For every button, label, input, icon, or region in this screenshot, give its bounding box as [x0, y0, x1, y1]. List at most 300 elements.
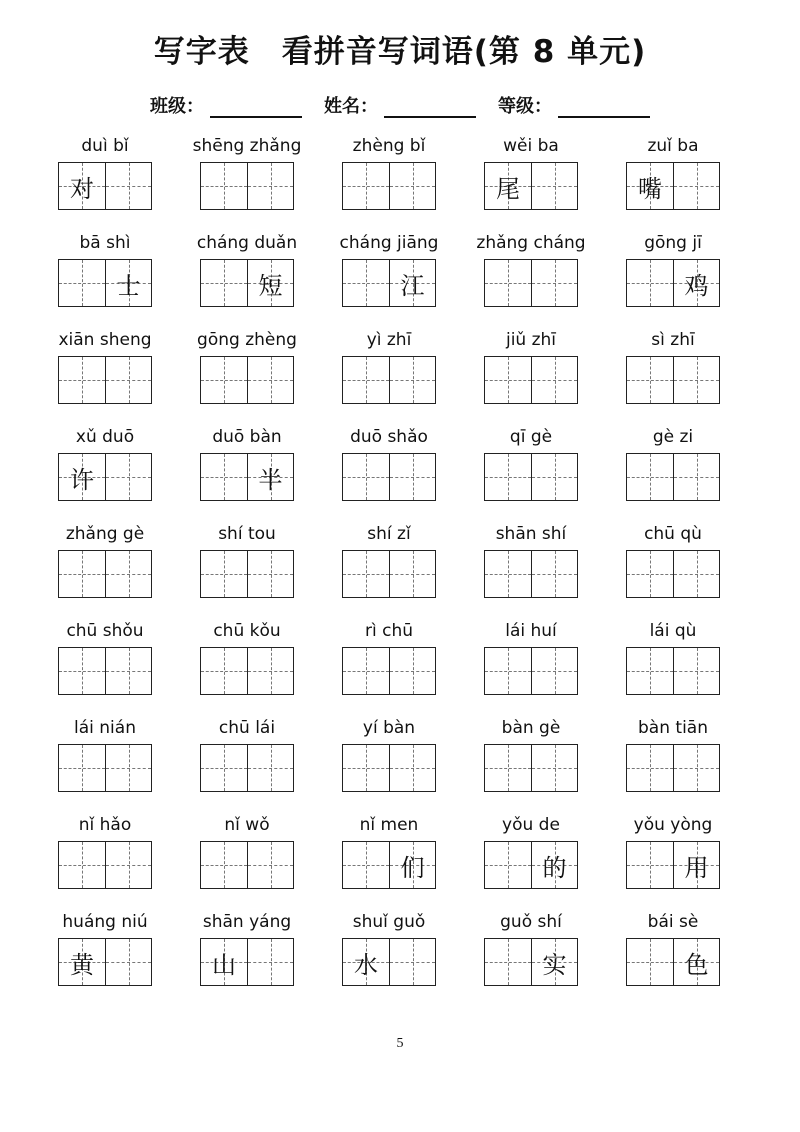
- tianzige-box[interactable]: [627, 551, 673, 597]
- pinyin-label: yǒu yòng: [633, 815, 713, 835]
- tianzige-box[interactable]: [673, 357, 719, 403]
- given-character: [201, 551, 247, 597]
- tianzige-box-pair: [342, 259, 436, 307]
- tianzige-box[interactable]: [485, 163, 531, 209]
- tianzige-box-pair: [484, 938, 578, 986]
- pinyin-label: shí zǐ: [367, 524, 411, 544]
- tianzige-box[interactable]: [389, 454, 435, 500]
- word-item: [608, 227, 738, 324]
- word-item: [40, 809, 170, 906]
- given-character: [201, 454, 247, 500]
- given-character: [343, 745, 389, 791]
- word-item: [182, 130, 312, 227]
- tianzige-box-pair: [342, 841, 436, 889]
- given-character: [106, 842, 151, 888]
- word-item: [466, 615, 596, 712]
- word-item: [324, 615, 454, 712]
- given-character: [59, 648, 105, 694]
- tianzige-box-pair: [58, 841, 152, 889]
- tianzige-box[interactable]: [343, 163, 389, 209]
- given-character: 用: [684, 853, 709, 882]
- pinyin-label: zhǎng cháng: [476, 233, 586, 253]
- given-character: 水: [354, 950, 378, 979]
- pinyin-label: nǐ hǎo: [78, 815, 132, 835]
- given-character: [627, 551, 673, 597]
- pinyin-label: gōng zhèng: [197, 330, 297, 350]
- given-character: [674, 454, 719, 500]
- given-character: [390, 939, 435, 985]
- word-item: [608, 712, 738, 809]
- tianzige-box[interactable]: [105, 260, 151, 306]
- tianzige-box-pair: [200, 744, 294, 792]
- tianzige-box-pair: [200, 841, 294, 889]
- word-item: [40, 518, 170, 615]
- given-character: [201, 648, 247, 694]
- tianzige-box[interactable]: [105, 745, 151, 791]
- tianzige-box[interactable]: [201, 648, 247, 694]
- word-item: [608, 615, 738, 712]
- tianzige-box-pair: [484, 647, 578, 695]
- pinyin-label: zuǐ ba: [647, 136, 699, 156]
- given-character: [343, 357, 389, 403]
- tianzige-box[interactable]: [627, 163, 673, 209]
- tianzige-box[interactable]: [201, 842, 247, 888]
- page-number: 5: [396, 1036, 404, 1051]
- word-item: [182, 421, 312, 518]
- tianzige-box-pair: [342, 647, 436, 695]
- tianzige-box[interactable]: [59, 260, 105, 306]
- given-character: [485, 842, 531, 888]
- pinyin-label: jiǔ zhī: [505, 330, 557, 350]
- tianzige-box[interactable]: [59, 454, 105, 500]
- tianzige-box[interactable]: [247, 357, 293, 403]
- tianzige-box[interactable]: [673, 939, 719, 985]
- tianzige-box-pair: [342, 550, 436, 598]
- tianzige-box[interactable]: [485, 454, 531, 500]
- given-character: [59, 842, 105, 888]
- pinyin-label: cháng jiāng: [339, 233, 439, 253]
- pinyin-label: nǐ wǒ: [224, 815, 270, 835]
- tianzige-box[interactable]: [627, 260, 673, 306]
- name-label: 姓名：: [324, 96, 378, 117]
- given-character: 的: [542, 853, 567, 882]
- tianzige-box[interactable]: [389, 163, 435, 209]
- word-item: [608, 906, 738, 1003]
- tianzige-box-pair: [626, 356, 720, 404]
- tianzige-box-pair: [484, 744, 578, 792]
- tianzige-box[interactable]: [247, 648, 293, 694]
- tianzige-box[interactable]: [105, 163, 151, 209]
- tianzige-box-pair: [58, 744, 152, 792]
- given-character: [248, 163, 293, 209]
- tianzige-box-pair: [58, 162, 152, 210]
- given-character: [248, 745, 293, 791]
- given-character: [674, 648, 719, 694]
- tianzige-box[interactable]: [673, 842, 719, 888]
- given-character: [532, 163, 577, 209]
- tianzige-box[interactable]: [343, 842, 389, 888]
- tianzige-box[interactable]: [105, 648, 151, 694]
- tianzige-box-pair: [626, 162, 720, 210]
- tianzige-box[interactable]: [201, 939, 247, 985]
- tianzige-box[interactable]: [627, 842, 673, 888]
- tianzige-box[interactable]: [247, 939, 293, 985]
- tianzige-box[interactable]: [531, 454, 577, 500]
- tianzige-box-pair: [200, 453, 294, 501]
- tianzige-box-pair: [626, 453, 720, 501]
- given-character: [532, 648, 577, 694]
- pinyin-label: chū qù: [644, 524, 702, 544]
- tianzige-box[interactable]: [673, 163, 719, 209]
- tianzige-box[interactable]: [389, 260, 435, 306]
- word-item: [324, 227, 454, 324]
- tianzige-box-pair: [200, 162, 294, 210]
- tianzige-box[interactable]: [389, 939, 435, 985]
- tianzige-box-pair: [58, 647, 152, 695]
- pinyin-label: nǐ men: [359, 815, 419, 835]
- tianzige-box[interactable]: [247, 260, 293, 306]
- tianzige-box-pair: [342, 744, 436, 792]
- tianzige-box[interactable]: [627, 939, 673, 985]
- tianzige-box[interactable]: [247, 454, 293, 500]
- pinyin-label: wěi ba: [503, 136, 559, 156]
- given-character: [390, 648, 435, 694]
- tianzige-box[interactable]: [201, 551, 247, 597]
- tianzige-box-pair: [626, 841, 720, 889]
- tianzige-box[interactable]: [485, 648, 531, 694]
- tianzige-box[interactable]: [389, 842, 435, 888]
- given-character: [627, 939, 673, 985]
- given-character: [627, 357, 673, 403]
- tianzige-box[interactable]: [343, 454, 389, 500]
- tianzige-box[interactable]: [201, 163, 247, 209]
- tianzige-box-pair: [200, 938, 294, 986]
- word-item: [324, 324, 454, 421]
- tianzige-box[interactable]: [105, 939, 151, 985]
- tianzige-box[interactable]: [389, 745, 435, 791]
- given-character: 山: [212, 950, 236, 979]
- tianzige-box-pair: [484, 453, 578, 501]
- given-character: [390, 745, 435, 791]
- pinyin-label: lái nián: [74, 718, 136, 738]
- tianzige-box[interactable]: [531, 163, 577, 209]
- pinyin-label: duō bàn: [212, 427, 282, 447]
- word-item: [324, 809, 454, 906]
- tianzige-box[interactable]: [59, 357, 105, 403]
- tianzige-box-pair: [626, 938, 720, 986]
- tianzige-box[interactable]: [673, 260, 719, 306]
- given-character: 实: [542, 950, 567, 979]
- given-character: [59, 260, 105, 306]
- word-item: [40, 421, 170, 518]
- given-character: 许: [70, 465, 94, 494]
- word-item: [40, 227, 170, 324]
- given-character: [248, 357, 293, 403]
- pinyin-label: yì zhī: [366, 330, 412, 350]
- pinyin-label: xiān sheng: [58, 330, 152, 350]
- pinyin-label: shān yáng: [202, 912, 292, 932]
- given-character: [343, 551, 389, 597]
- class-blank[interactable]: [210, 96, 302, 118]
- tianzige-box[interactable]: [673, 745, 719, 791]
- given-character: [248, 648, 293, 694]
- tianzige-box[interactable]: [673, 551, 719, 597]
- tianzige-box[interactable]: [105, 454, 151, 500]
- given-character: [532, 745, 577, 791]
- pinyin-label: shuǐ guǒ: [352, 912, 426, 932]
- tianzige-box-pair: [58, 356, 152, 404]
- tianzige-box[interactable]: [59, 551, 105, 597]
- pinyin-label: lái qù: [649, 621, 697, 641]
- given-character: [485, 357, 531, 403]
- tianzige-box-pair: [484, 356, 578, 404]
- given-character: [674, 745, 719, 791]
- pinyin-label: shí tou: [218, 524, 276, 544]
- word-item: [182, 227, 312, 324]
- pinyin-label: rì chū: [364, 621, 413, 641]
- given-character: [343, 454, 389, 500]
- given-character: [343, 163, 389, 209]
- tianzige-box[interactable]: [343, 745, 389, 791]
- tianzige-box[interactable]: [627, 357, 673, 403]
- tianzige-box[interactable]: [247, 842, 293, 888]
- word-item: [40, 615, 170, 712]
- word-item: [466, 324, 596, 421]
- pinyin-label: yǒu de: [502, 815, 560, 835]
- given-character: 对: [70, 174, 94, 203]
- given-character: [390, 454, 435, 500]
- tianzige-box-pair: [58, 550, 152, 598]
- tianzige-box[interactable]: [627, 745, 673, 791]
- pinyin-label: bā shì: [79, 233, 131, 253]
- tianzige-box-pair: [484, 841, 578, 889]
- given-character: [201, 163, 247, 209]
- given-character: [485, 939, 531, 985]
- given-character: 黄: [70, 950, 94, 979]
- tianzige-box[interactable]: [201, 454, 247, 500]
- word-item: [324, 712, 454, 809]
- tianzige-box[interactable]: [531, 842, 577, 888]
- tianzige-box-pair: [626, 647, 720, 695]
- word-item: [182, 324, 312, 421]
- grade-field[interactable]: [498, 92, 650, 118]
- name-field[interactable]: [324, 92, 476, 118]
- tianzige-box-pair: [342, 938, 436, 986]
- given-character: 短: [258, 271, 283, 300]
- tianzige-box-pair: [626, 744, 720, 792]
- tianzige-box[interactable]: [59, 745, 105, 791]
- given-character: [485, 551, 531, 597]
- tianzige-box[interactable]: [247, 551, 293, 597]
- pinyin-label: chū lái: [218, 718, 276, 738]
- tianzige-box[interactable]: [59, 842, 105, 888]
- pinyin-label: gōng jī: [644, 233, 702, 253]
- pinyin-label: duō shǎo: [350, 427, 428, 447]
- pinyin-label: zhèng bǐ: [352, 136, 426, 156]
- given-character: [248, 551, 293, 597]
- word-item: [466, 130, 596, 227]
- tianzige-box[interactable]: [485, 745, 531, 791]
- tianzige-box[interactable]: [247, 163, 293, 209]
- grade-blank[interactable]: [558, 96, 650, 118]
- tianzige-box[interactable]: [59, 939, 105, 985]
- given-character: 色: [684, 950, 709, 979]
- tianzige-box[interactable]: [247, 745, 293, 791]
- word-item: [324, 906, 454, 1003]
- tianzige-box[interactable]: [389, 551, 435, 597]
- given-character: [106, 551, 151, 597]
- tianzige-box[interactable]: [673, 454, 719, 500]
- tianzige-box[interactable]: [59, 163, 105, 209]
- given-character: [674, 357, 719, 403]
- word-item: [40, 906, 170, 1003]
- word-item: [608, 809, 738, 906]
- tianzige-box[interactable]: [201, 260, 247, 306]
- given-character: [201, 842, 247, 888]
- pinyin-label: bàn gè: [501, 718, 561, 738]
- tianzige-box-pair: [58, 453, 152, 501]
- tianzige-box-pair: [58, 938, 152, 986]
- tianzige-box[interactable]: [485, 260, 531, 306]
- tianzige-box[interactable]: [343, 357, 389, 403]
- tianzige-box[interactable]: [343, 648, 389, 694]
- tianzige-box-pair: [342, 162, 436, 210]
- given-character: [343, 648, 389, 694]
- student-info-row: [0, 92, 800, 118]
- given-character: 嘴: [638, 174, 662, 203]
- given-character: 江: [400, 271, 425, 300]
- word-item: [608, 324, 738, 421]
- tianzige-box[interactable]: [531, 939, 577, 985]
- tianzige-box[interactable]: [485, 551, 531, 597]
- given-character: [532, 357, 577, 403]
- given-character: [485, 745, 531, 791]
- given-character: [248, 842, 293, 888]
- given-character: [106, 357, 151, 403]
- tianzige-box-pair: [484, 162, 578, 210]
- pinyin-label: sì zhī: [651, 330, 695, 350]
- word-item: [40, 130, 170, 227]
- word-item: [466, 518, 596, 615]
- given-character: [343, 842, 389, 888]
- given-character: [390, 357, 435, 403]
- tianzige-box-pair: [58, 259, 152, 307]
- tianzige-box[interactable]: [59, 648, 105, 694]
- given-character: [201, 260, 247, 306]
- tianzige-box[interactable]: [389, 648, 435, 694]
- word-item: [608, 421, 738, 518]
- tianzige-box[interactable]: [343, 939, 389, 985]
- tianzige-box-pair: [626, 259, 720, 307]
- tianzige-box[interactable]: [343, 551, 389, 597]
- word-item: [182, 906, 312, 1003]
- given-character: [627, 648, 673, 694]
- tianzige-box[interactable]: [627, 648, 673, 694]
- given-character: [485, 648, 531, 694]
- given-character: [390, 163, 435, 209]
- name-blank[interactable]: [384, 96, 476, 118]
- pinyin-label: zhǎng gè: [65, 524, 145, 544]
- word-item: [40, 324, 170, 421]
- pinyin-label: chū kǒu: [213, 621, 281, 641]
- tianzige-box[interactable]: [105, 551, 151, 597]
- word-item: [466, 421, 596, 518]
- word-item: [40, 712, 170, 809]
- given-character: [248, 939, 293, 985]
- given-character: 尾: [496, 174, 520, 203]
- given-character: [532, 454, 577, 500]
- pinyin-label: gè zi: [652, 427, 694, 447]
- tianzige-box[interactable]: [485, 842, 531, 888]
- tianzige-box-pair: [200, 647, 294, 695]
- tianzige-box[interactable]: [531, 260, 577, 306]
- pinyin-label: huáng niú: [62, 912, 148, 932]
- given-character: [106, 939, 151, 985]
- word-item: [182, 712, 312, 809]
- tianzige-box[interactable]: [485, 357, 531, 403]
- tianzige-box[interactable]: [673, 648, 719, 694]
- tianzige-box-pair: [342, 453, 436, 501]
- tianzige-box[interactable]: [343, 260, 389, 306]
- class-label: 班级：: [150, 96, 204, 117]
- tianzige-box[interactable]: [531, 648, 577, 694]
- given-character: [59, 357, 105, 403]
- class-field[interactable]: [150, 92, 302, 118]
- pinyin-label: duì bǐ: [81, 136, 129, 156]
- tianzige-box[interactable]: [531, 745, 577, 791]
- tianzige-box[interactable]: [531, 551, 577, 597]
- tianzige-box[interactable]: [201, 357, 247, 403]
- given-character: 半: [258, 465, 283, 494]
- pinyin-label: cháng duǎn: [196, 233, 298, 253]
- tianzige-box[interactable]: [105, 357, 151, 403]
- given-character: [532, 260, 577, 306]
- tianzige-box[interactable]: [105, 842, 151, 888]
- word-item: [608, 130, 738, 227]
- given-character: [485, 260, 531, 306]
- given-character: [201, 357, 247, 403]
- given-character: [532, 551, 577, 597]
- given-character: [59, 551, 105, 597]
- tianzige-box-pair: [342, 356, 436, 404]
- tianzige-box[interactable]: [627, 454, 673, 500]
- tianzige-box-pair: [626, 550, 720, 598]
- word-item: [466, 906, 596, 1003]
- word-item: [324, 421, 454, 518]
- tianzige-box-pair: [484, 550, 578, 598]
- given-character: [106, 454, 151, 500]
- word-grid: [40, 130, 766, 1003]
- given-character: [485, 454, 531, 500]
- word-item: [466, 227, 596, 324]
- word-item: [182, 809, 312, 906]
- word-item: [324, 130, 454, 227]
- page-title: 写字表 看拼音写词语(第 8 单元): [153, 34, 647, 70]
- pinyin-label: lái huí: [505, 621, 557, 641]
- tianzige-box[interactable]: [389, 357, 435, 403]
- pinyin-label: shān shí: [495, 524, 567, 544]
- given-character: [674, 551, 719, 597]
- grade-label: 等级：: [498, 96, 552, 117]
- given-character: 们: [400, 853, 425, 882]
- tianzige-box-pair: [200, 356, 294, 404]
- tianzige-box[interactable]: [201, 745, 247, 791]
- tianzige-box[interactable]: [531, 357, 577, 403]
- given-character: [59, 745, 105, 791]
- word-item: [324, 518, 454, 615]
- tianzige-box-pair: [200, 550, 294, 598]
- tianzige-box[interactable]: [485, 939, 531, 985]
